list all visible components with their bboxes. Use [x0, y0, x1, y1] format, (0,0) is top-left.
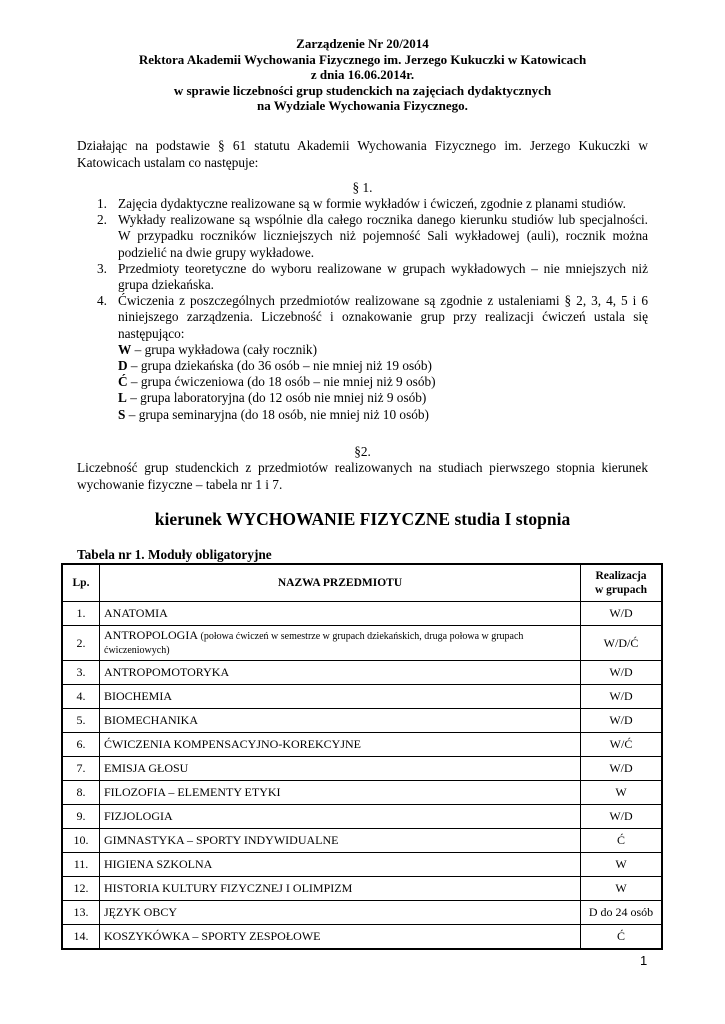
- legend-desc: – grupa ćwiczeniowa (do 18 osób – nie mniej niż 9 osób): [127, 374, 436, 390]
- cell-lp: 10.: [62, 829, 100, 853]
- cell-realization: W/Ć: [581, 733, 663, 757]
- subject-name: JĘZYK OBCY: [104, 905, 178, 919]
- subject-name: HISTORIA KULTURY FIZYCZNEJ I OLIMPIZM: [104, 881, 353, 895]
- cell-name: [100, 829, 581, 853]
- list-item-number: 3.: [97, 260, 107, 276]
- table-row: [62, 925, 662, 950]
- table-header-row: [62, 564, 662, 602]
- subject-name: ĆWICZENIA KOMPENSACYJNO-KOREKCYJNE: [104, 737, 362, 751]
- page-number: 1: [640, 953, 648, 968]
- list-item: [77, 212, 648, 261]
- cell-name: [100, 853, 581, 877]
- subject-name: BIOCHEMIA: [104, 689, 172, 703]
- table-row: [62, 733, 662, 757]
- table-row: [62, 685, 662, 709]
- section-1-heading: § 1.: [352, 180, 373, 195]
- subject-name: HIGIENA SZKOLNA: [104, 857, 213, 871]
- list-item: [77, 293, 648, 423]
- cell-lp: 11.: [62, 853, 100, 877]
- table-row: [62, 757, 662, 781]
- legend-code: L: [118, 390, 127, 406]
- cell-name: [100, 733, 581, 757]
- cell-lp: 4.: [62, 685, 100, 709]
- cell-lp: 1.: [62, 602, 100, 626]
- document-header: [0, 36, 725, 114]
- cell-lp: 7.: [62, 757, 100, 781]
- legend-desc: – grupa seminaryjna (do 18 osób, nie mniej niż 10 osób): [125, 406, 429, 422]
- legend-code: W: [118, 341, 132, 357]
- cell-name: [100, 685, 581, 709]
- table-row: [62, 709, 662, 733]
- subtitle: kierunek WYCHOWANIE FIZYCZNE studia I stopnia: [154, 509, 571, 529]
- cell-name: [100, 877, 581, 901]
- column-header-realization: [581, 564, 663, 602]
- subject-name: FIZJOLOGIA: [104, 809, 173, 823]
- cell-realization: W/D: [581, 709, 663, 733]
- subject-name: ANTROPOMOTORYKA: [104, 665, 230, 679]
- table-row: [62, 901, 662, 925]
- cell-realization: W/D: [581, 661, 663, 685]
- table-row: [62, 805, 662, 829]
- subject-name: KOSZYKÓWKA – SPORTY ZESPOŁOWE: [104, 929, 321, 943]
- cell-realization: Ć: [581, 829, 663, 853]
- subject-name: EMISJA GŁOSU: [104, 761, 189, 775]
- cell-lp: 13.: [62, 901, 100, 925]
- legend-desc: – grupa dziekańska (do 36 osób – nie mniej niż 19 osób): [127, 358, 432, 374]
- cell-lp: 14.: [62, 925, 100, 950]
- header-line-3: z dnia 16.06.2014r.: [310, 67, 415, 82]
- table-row: [62, 877, 662, 901]
- column-header-name: NAZWA PRZEDMIOTU: [100, 564, 581, 602]
- legend-line: [118, 342, 648, 358]
- legend-desc: – grupa laboratoryjna (do 12 osób nie mniej niż 9 osób): [126, 390, 427, 406]
- list-item-number: 4.: [97, 293, 107, 309]
- list-item-text: Przedmioty teoretyczne do wyboru realizowane w grupach wykładowych – nie mniejszych niż grupa dziekańska.: [118, 260, 648, 293]
- list-item-text: Zajęcia dydaktyczne realizowane są w formie wykładów i ćwiczeń, zgodnie z planami studiów.: [118, 196, 626, 211]
- table-caption: Tabela nr 1. Moduły obligatoryjne: [77, 547, 272, 562]
- cell-realization: D do 24 osób: [581, 901, 663, 925]
- cell-lp: 5.: [62, 709, 100, 733]
- column-header-realization-line-2: w grupach: [594, 584, 648, 596]
- cell-lp: 2.: [62, 626, 100, 661]
- table-row: [62, 626, 662, 661]
- cell-lp: 6.: [62, 733, 100, 757]
- cell-name: [100, 661, 581, 685]
- table-row: [62, 602, 662, 626]
- legend-code: S: [118, 406, 126, 422]
- group-legend: [118, 342, 648, 423]
- legend-desc: – grupa wykładowa (cały rocznik): [131, 341, 318, 357]
- header-line-2: Rektora Akademii Wychowania Fizycznego im. Jerzego Kukuczki w Katowicach: [138, 51, 587, 67]
- subject-name: BIOMECHANIKA: [104, 713, 198, 727]
- cell-name: [100, 901, 581, 925]
- list-item-number: 1.: [97, 196, 107, 211]
- cell-name: [100, 781, 581, 805]
- subject-name: ANATOMIA: [104, 606, 168, 620]
- section-2-paragraph: Liczebność grup studenckich z przedmiotów realizowanych na studiach pierwszego stopnia kierunek wychowanie fizyczne – tabela nr 1 i 7.: [77, 460, 648, 492]
- subject-note: (połowa ćwiczeń w semestrze w grupach dziekańskich, druga połowa w grupach ćwiczeniowych): [104, 631, 524, 656]
- cell-name: [100, 709, 581, 733]
- table-row: [62, 781, 662, 805]
- legend-code: Ć: [118, 374, 128, 390]
- legend-code: D: [118, 358, 128, 374]
- cell-realization: W/D: [581, 602, 663, 626]
- column-header-lp: Lp.: [62, 564, 100, 602]
- subject-name: ANTROPOLOGIA: [104, 628, 198, 642]
- cell-realization: W: [581, 877, 663, 901]
- legend-line: [118, 390, 648, 406]
- column-header-realization-line-1: Realizacja: [595, 570, 647, 582]
- cell-realization: W/D: [581, 757, 663, 781]
- header-line-4: w sprawie liczebności grup studenckich na zajęciach dydaktycznych: [173, 82, 552, 98]
- cell-lp: 8.: [62, 781, 100, 805]
- cell-realization: W: [581, 853, 663, 877]
- cell-realization: W/D: [581, 685, 663, 709]
- table-row: [62, 829, 662, 853]
- intro-paragraph: Działając na podstawie § 61 statutu Akademii Wychowania Fizycznego im. Jerzego Kukuczki w Katowicach ustalam co następuje:: [77, 138, 648, 170]
- cell-lp: 12.: [62, 877, 100, 901]
- cell-name: [100, 757, 581, 781]
- cell-name: [100, 925, 581, 950]
- cell-realization: W/D: [581, 805, 663, 829]
- section-2-heading: §2.: [354, 444, 371, 459]
- subject-name: GIMNASTYKA – SPORTY INDYWIDUALNE: [104, 833, 339, 847]
- cell-realization: Ć: [581, 925, 663, 950]
- list-item: [77, 261, 648, 293]
- cell-lp: 9.: [62, 805, 100, 829]
- modules-table: [61, 563, 663, 950]
- subject-name: FILOZOFIA – ELEMENTY ETYKI: [104, 785, 281, 799]
- cell-realization: W/D/Ć: [581, 626, 663, 661]
- table-row: [62, 853, 662, 877]
- cell-name: [100, 602, 581, 626]
- list-item-number: 2.: [97, 212, 107, 228]
- table-row: [62, 661, 662, 685]
- legend-line: [118, 358, 648, 374]
- legend-line: [118, 374, 648, 390]
- cell-realization: W: [581, 781, 663, 805]
- list-item: [77, 196, 648, 212]
- cell-name: [100, 805, 581, 829]
- cell-name: [100, 626, 581, 661]
- header-line-1: Zarządzenie Nr 20/2014: [296, 36, 429, 51]
- list-item-text: Ćwiczenia z poszczególnych przedmiotów realizowane są zgodnie z ustaleniami § 2, 3, 4, 5 i 6 niniejszego zarządzenia. Liczebność i oznakowanie grup przy realizacji ćwiczeń ustala się następująco:: [118, 293, 648, 341]
- cell-lp: 3.: [62, 661, 100, 685]
- header-line-5: na Wydziale Wychowania Fizycznego.: [257, 98, 468, 113]
- legend-line: [118, 407, 648, 423]
- list-item-text: Wykłady realizowane są wspólnie dla całego rocznika danego kierunku studiów lub specjalności. W przypadku roczników liczniejszych niż pojemność Sali wykładowej (auli), rocznik można podzielić na dwie grupy wykładowe.: [118, 212, 648, 260]
- section-1-list: [77, 196, 648, 423]
